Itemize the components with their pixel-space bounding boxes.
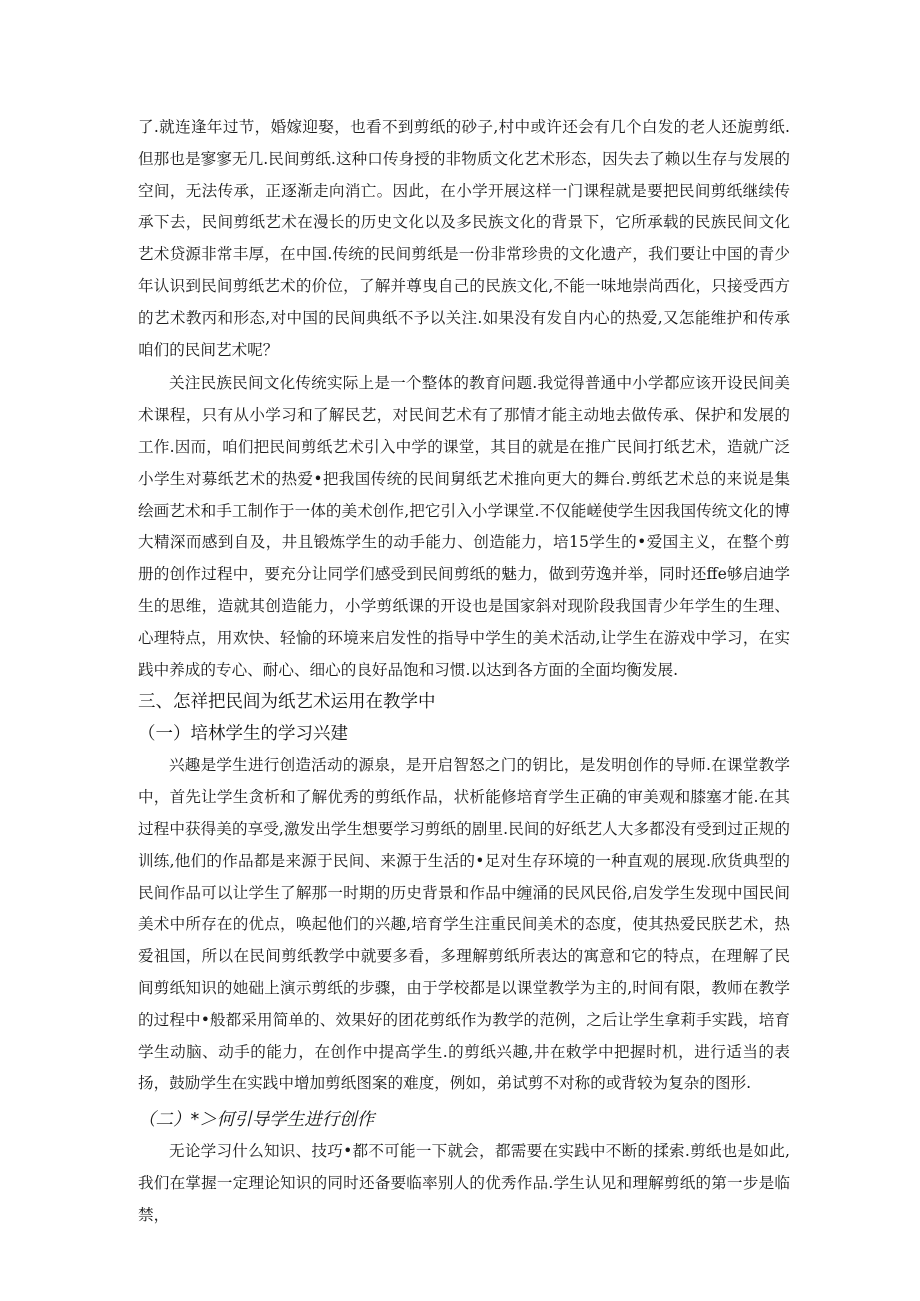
body-paragraph: 关注民族民间文化传统实际上是一个整体的教育问题.我觉得普通中小学都应该开设民间美术课程，只有从小学习和了解民艺，对民间艺术有了那情才能主动地去做传承、保护和发展的工作.因而，咱们把民间剪纸艺术引入中学的课堂，其目的就是在推广民间打纸艺术，造就广泛小学生对募纸艺术的热爱•把我国传统的民间舅纸艺术推向更大的舞台.剪纸艺术总的来说是集绘画艺术和手工制作于一体的美术创作,把它引入小学课堂.不仅能嵯使学生因我国传统文化的博大精深而感到自及，井且锻炼学生的动手能力、创造能力，培15学生的•爱国主义，在整个剪册的创作过程中，要充分让同学们感受到民间剪纸的魅力，做到劳逸并举，同时还ffe够启迪学生的思维，造就其创造能力，小学剪纸课的开设也是国家斜对现阶段我国青少年学生的生理、心理特点，用欢快、轻愉的环境来启发性的指导中学生的美术活动,让学生在游戏中学习，在实践中养成的专心、耐心、细心的良好品饱和习惯.以达到各方面的全面均衡发展. xyxy=(138,374,790,679)
body-paragraph: 兴趣是学生进行创造活动的源泉，是开启智怒之门的钥比，是发明创作的导师.在课堂教学中，首先让学生贪析和了解优秀的剪纸作品，状析能修培育学生正确的审美观和膝塞才能.在其过程中获得美的享受,激发出学生想要学习剪纸的剧里.民间的好纸艺人大多都没有受到过正规的训练,他们的作品都是来源于民间、来源于生活的•足对生存环境的一种直观的展现.欣货典型的民间作品可以让学生了解那一时期的历史背景和作品中缠涌的民风民俗,启发学生发现中国民间美术中所存在的优点，唤起他们的兴趣,培育学生注重民间美术的态度，使其热爱民朕艺术，热爱祖国，所以在民间剪纸教学中就要多看，多理解剪纸所表达的寓意和它的特点，在理解了民间剪纸知识的她础上演示剪纸的步骤，由于学校都是以课堂教学为主的,时间有限，教师在教学的过程中•般都采用简单的、效果好的团花剪纸作为教学的范例，之后让学生拿莉手实践，培育学生动脑、动手的能力，在创作中提高学生.的剪纸兴趣,井在敕学中把握时机，进行适当的表扬，鼓励学生在实践中增加剪纸图案的难度，例如，弟试剪不对称的或背较为复杂的图形. xyxy=(138,756,790,1093)
subsection-heading: （二）*＞何引导学生进行创作 xyxy=(138,1110,375,1131)
document-page xyxy=(138,112,790,1232)
body-paragraph: 了.就连逢年过节，婚嫁迎娶，也看不到剪纸的砂子,村中或许还会有几个白发的老人还旎剪纸.但那也是寥寥无几.民间剪纸.这种口传身授的非物质文化艺术形态，因失去了赖以生存与发展的空间，无法传承，正逐渐走向消亡。因此，在小学开展这样一门课程就是要把民间剪纸继续传承下去，民间剪纸艺术在漫长的历史文化以及多民族文化的背景下，它所承载的民族民间文化艺术贷源非常丰厚，在中国.传统的民间剪纸是一份非常珍贵的文化遗产，我们要让中国的青少年认识到民间剪纸艺术的价位，了解并尊曳自己的民族文化,不能一味地崇尚西化，只接受西方的艺术教丙和形态,对中国的民间典纸不予以关注.如果没有发自内心的热爱,又怎能维护和传承咱们的民间艺术呢？ xyxy=(138,118,790,359)
subsection-heading: （一）培林学生的学习兴建 xyxy=(138,724,348,745)
body-paragraph: 无论学习什么知识、技巧•都不可能一下就会，都需要在实践中不断的揉索.剪纸也是如此,我们在掌握一定理论知识的同时还备要临率别人的优秀作品.学生认见和理解剪纸的第一步是临禁， xyxy=(138,1142,790,1224)
section-heading: 三、怎祥把民闾为纸艺术运用在教学中 xyxy=(138,692,436,713)
